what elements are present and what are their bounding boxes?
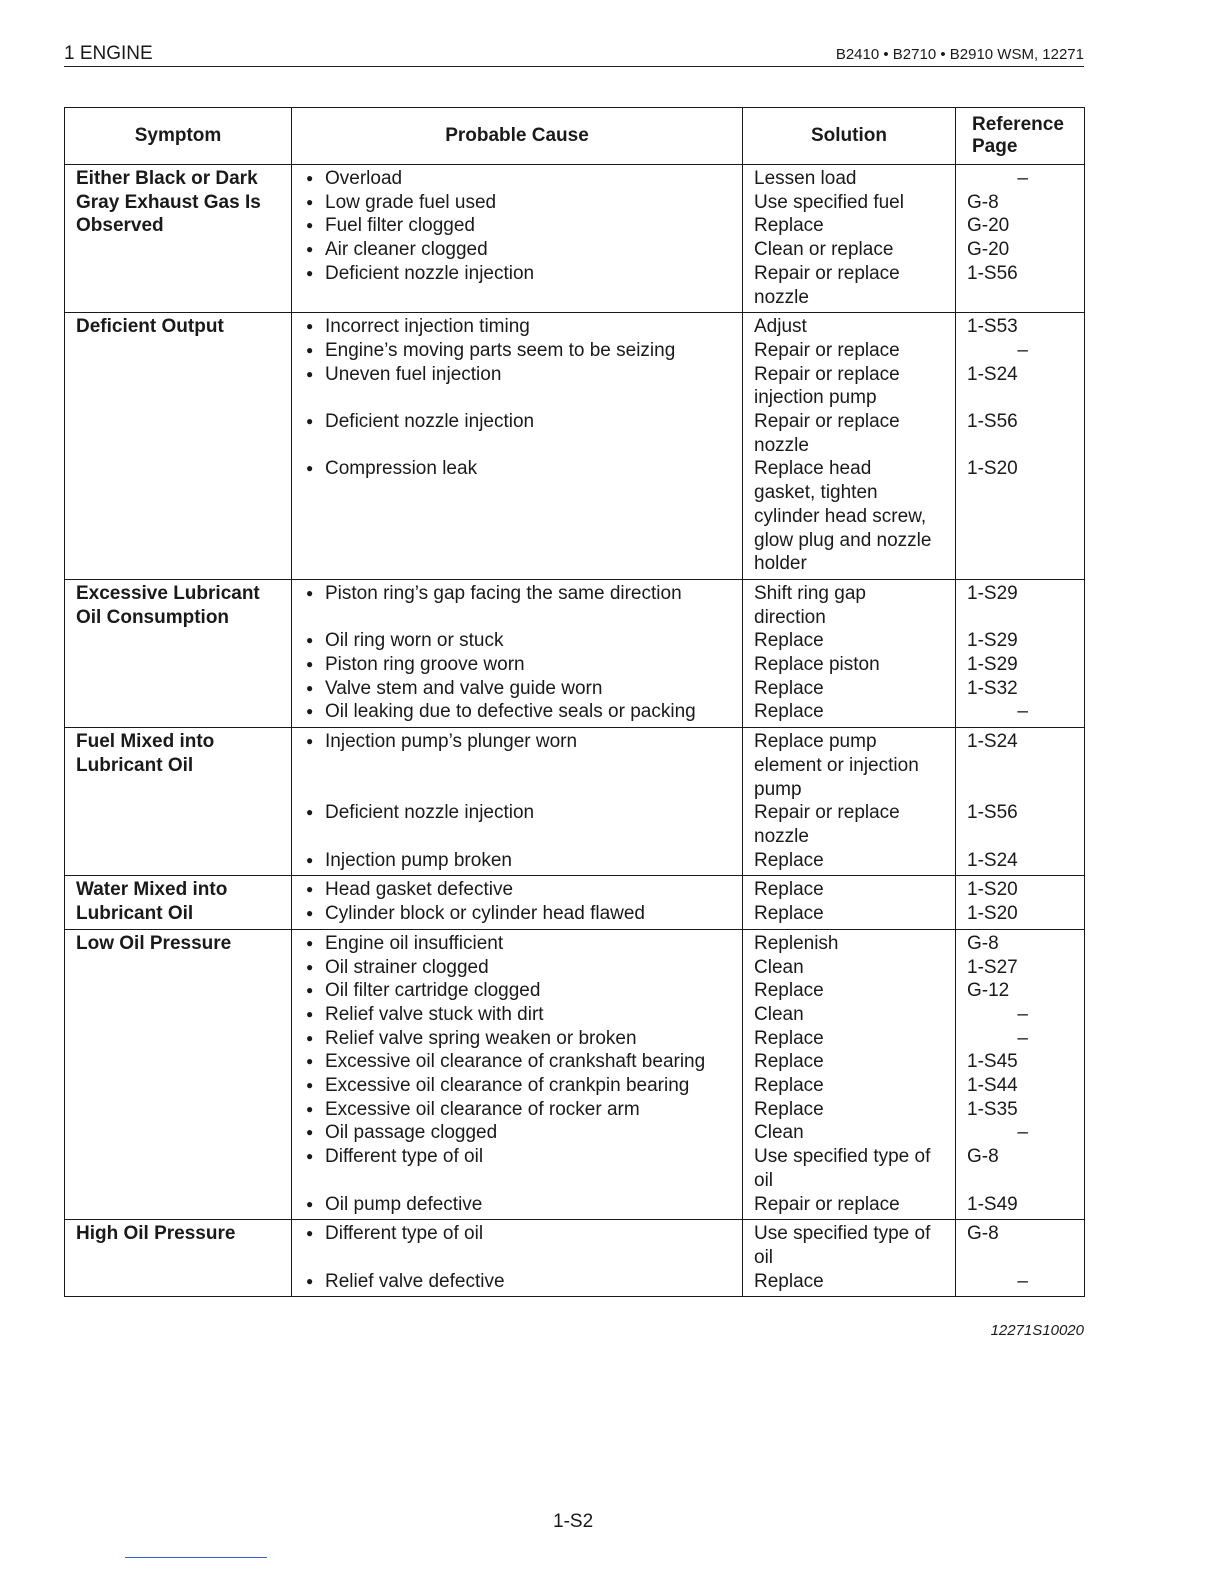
cause-item: ● Oil leaking due to defective seals or packing <box>306 700 742 724</box>
solution-text: Clean or replace <box>754 239 894 261</box>
solution-text: Repair or replace <box>754 262 900 284</box>
cause-item: ● Excessive oil clearance of rocker arm <box>306 1098 742 1122</box>
symptom-cell <box>65 1220 292 1297</box>
reference-page-text: 1-S29 <box>967 582 1018 604</box>
probable-cause-cell <box>292 876 743 929</box>
symptom-cell <box>65 929 292 1219</box>
cause-item: ● Air cleaner clogged <box>306 238 742 262</box>
table-row <box>65 728 1085 876</box>
spacer <box>306 552 742 576</box>
solution-text: pump <box>754 778 802 800</box>
solution-text: Replenish <box>754 932 839 954</box>
reference-page-cell <box>956 1220 1085 1297</box>
solution-text: Replace <box>754 701 824 723</box>
reference-page-text: – <box>1017 1027 1028 1049</box>
solution-text: Replace <box>754 849 824 871</box>
table-header-row <box>65 108 1085 165</box>
solution-text: oil <box>754 1169 774 1191</box>
probable-cause-cell <box>292 728 743 876</box>
spacer <box>967 505 1084 529</box>
solution-text: Repair or replace <box>754 339 900 361</box>
cause-item: ● Different type of oil <box>306 1145 742 1169</box>
symptom-cell <box>65 876 292 929</box>
symptom-text: High Oil Pressure <box>76 1223 236 1245</box>
cause-item: ● Oil strainer clogged <box>306 956 742 980</box>
table-row <box>65 313 1085 580</box>
symptom-cell <box>65 313 292 580</box>
solution-text: oil <box>754 1246 774 1268</box>
solution-text: Use specified fuel <box>754 191 904 213</box>
solution-cell <box>743 1220 956 1297</box>
reference-page-text: G-20 <box>967 215 1010 237</box>
solution-cell <box>743 876 956 929</box>
solution-text: nozzle <box>754 286 809 308</box>
reference-page-cell <box>956 165 1085 313</box>
cause-item: ● Relief valve defective <box>306 1270 742 1294</box>
cause-item: ● Overload <box>306 167 742 191</box>
table-row <box>65 165 1085 313</box>
section-title: 1 ENGINE <box>64 43 153 64</box>
reference-page-text: – <box>1017 1003 1028 1025</box>
solution-text: Use specified type of <box>754 1146 931 1168</box>
solution-text: gasket, tighten <box>754 482 878 504</box>
solution-text: Shift ring gap <box>754 582 866 604</box>
probable-cause-cell <box>292 929 743 1219</box>
reference-page-cell <box>956 929 1085 1219</box>
cause-item: ● Relief valve spring weaken or broken <box>306 1027 742 1051</box>
spacer <box>306 606 742 630</box>
solution-text: Clean <box>754 1003 804 1025</box>
reference-page-text: 1-S29 <box>967 654 1018 676</box>
reference-page-text: G-20 <box>967 239 1010 261</box>
spacer <box>306 528 742 552</box>
spacer <box>967 1246 1084 1270</box>
solution-text: Replace <box>754 980 824 1002</box>
spacer <box>967 386 1084 410</box>
reference-page-text: 1-S56 <box>967 411 1018 433</box>
symptom-text: Low Oil Pressure <box>76 932 232 954</box>
solution-text: Repair or replace <box>754 1193 900 1215</box>
spacer <box>306 1246 742 1270</box>
reference-page-text: – <box>1017 1122 1028 1144</box>
solution-text: Replace <box>754 903 824 925</box>
reference-page-text: – <box>1017 339 1028 361</box>
reference-page-text: – <box>1017 168 1028 189</box>
figure-code: 12271S10020 <box>990 1322 1084 1339</box>
cause-item: ● Excessive oil clearance of crankshaft bearing <box>306 1050 742 1074</box>
solution-text: Clean <box>754 956 804 978</box>
solution-text: Repair or replace <box>754 411 900 433</box>
spacer <box>967 606 1084 630</box>
column-header-reference-page: Reference Page <box>956 108 1085 165</box>
solution-text: Replace head <box>754 458 872 480</box>
cause-item: ● Valve stem and valve guide worn <box>306 677 742 701</box>
symptom-text: Lubricant Oil <box>76 903 194 925</box>
spacer <box>967 434 1084 458</box>
reference-page-text: 1-S20 <box>967 879 1018 901</box>
cause-item: ● Relief valve stuck with dirt <box>306 1003 742 1027</box>
solution-text: direction <box>754 606 826 628</box>
cause-item: ● Excessive oil clearance of crankpin bearing <box>306 1074 742 1098</box>
reference-page-text: 1-S45 <box>967 1051 1018 1073</box>
reference-page-text: G-8 <box>967 1223 999 1245</box>
spacer <box>306 386 742 410</box>
reference-page-text: G-8 <box>967 932 999 954</box>
symptom-text: Oil Consumption <box>76 606 230 628</box>
cause-item: ● Oil filter cartridge clogged <box>306 979 742 1003</box>
spacer <box>967 778 1084 802</box>
solution-text: Replace <box>754 1075 824 1097</box>
reference-page-text: 1-S44 <box>967 1075 1018 1097</box>
spacer <box>967 1169 1084 1193</box>
solution-text: Use specified type of <box>754 1223 931 1245</box>
reference-page-text: G-8 <box>967 1146 999 1168</box>
spacer <box>967 481 1084 505</box>
cause-item: ● Fuel filter clogged <box>306 214 742 238</box>
spacer <box>306 1169 742 1193</box>
cause-item: ● Piston ring groove worn <box>306 653 742 677</box>
solution-cell <box>743 313 956 580</box>
reference-page-text: 1-S35 <box>967 1098 1018 1120</box>
symptom-cell <box>65 579 292 727</box>
spacer <box>967 528 1084 552</box>
spacer <box>967 754 1084 778</box>
solution-text: cylinder head screw, <box>754 505 927 527</box>
spacer <box>306 778 742 802</box>
cause-item: ● Low grade fuel used <box>306 191 742 215</box>
solution-text: Replace <box>754 879 824 901</box>
reference-page-text: G-12 <box>967 980 1010 1002</box>
cause-item: ● Deficient nozzle injection <box>306 801 742 825</box>
solution-text: injection pump <box>754 387 877 409</box>
reference-page-text: 1-S27 <box>967 956 1018 978</box>
cause-item: ● Deficient nozzle injection <box>306 262 742 286</box>
solution-text: Clean <box>754 1122 804 1144</box>
cause-item: ● Cylinder block or cylinder head flawed <box>306 902 742 926</box>
spacer <box>306 481 742 505</box>
page-header <box>64 42 1084 67</box>
solution-text: Replace <box>754 630 824 652</box>
symptom-cell <box>65 165 292 313</box>
symptom-text: Fuel Mixed into <box>76 731 215 753</box>
solution-cell <box>743 165 956 313</box>
reference-page-text: 1-S24 <box>967 363 1018 385</box>
page-number: 1-S2 <box>553 1511 594 1532</box>
spacer <box>306 286 742 310</box>
cause-item: ● Different type of oil <box>306 1222 742 1246</box>
probable-cause-cell <box>292 165 743 313</box>
spacer <box>306 825 742 849</box>
reference-page-text: 1-S32 <box>967 677 1018 699</box>
cause-item: ● Engine’s moving parts seem to be seizing <box>306 339 742 363</box>
spacer <box>967 552 1084 576</box>
column-header-solution: Solution <box>743 108 956 165</box>
reference-page-cell <box>956 579 1085 727</box>
solution-cell <box>743 929 956 1219</box>
cause-item: ● Uneven fuel injection <box>306 363 742 387</box>
reference-page-text: 1-S20 <box>967 458 1018 480</box>
reference-page-cell <box>956 728 1085 876</box>
cause-item: ● Injection pump broken <box>306 849 742 873</box>
symptom-text: Water Mixed into <box>76 879 228 901</box>
cause-item: ● Head gasket defective <box>306 878 742 902</box>
symptom-text: Deficient Output <box>76 316 224 338</box>
solution-text: Repair or replace <box>754 802 900 824</box>
cause-item: ● Engine oil insufficient <box>306 932 742 956</box>
solution-text: Replace pump <box>754 731 877 753</box>
spacer <box>967 825 1084 849</box>
reference-page-text: – <box>1017 1270 1028 1292</box>
solution-text: Replace <box>754 1051 824 1073</box>
reference-page-text: 1-S56 <box>967 802 1018 824</box>
solution-text: Adjust <box>754 316 807 338</box>
cause-item: ● Oil ring worn or stuck <box>306 629 742 653</box>
cause-item: ● Compression leak <box>306 457 742 481</box>
solution-text: nozzle <box>754 434 809 456</box>
column-header-probable-cause: Probable Cause <box>292 108 743 165</box>
spacer <box>306 754 742 778</box>
document-id: B2410 • B2710 • B2910 WSM, 12271 <box>835 46 1084 63</box>
reference-page-text: 1-S53 <box>967 316 1018 338</box>
solution-cell <box>743 728 956 876</box>
reference-page-cell <box>956 313 1085 580</box>
solution-text: holder <box>754 553 807 575</box>
spacer <box>306 505 742 529</box>
reference-page-text: – <box>1017 701 1028 723</box>
table-row <box>65 929 1085 1219</box>
symptom-text: Observed <box>76 215 164 237</box>
cause-item: ● Deficient nozzle injection <box>306 410 742 434</box>
solution-text: element or injection <box>754 754 919 776</box>
reference-page-cell <box>956 876 1085 929</box>
table-row <box>65 579 1085 727</box>
solution-text: nozzle <box>754 825 809 847</box>
solution-text: Replace <box>754 1027 824 1049</box>
reference-page-text: G-8 <box>967 191 999 213</box>
symptom-text: Lubricant Oil <box>76 754 194 776</box>
solution-text: Replace <box>754 215 824 237</box>
reference-page-text: 1-S20 <box>967 903 1018 925</box>
reference-page-text: 1-S56 <box>967 262 1018 284</box>
solution-text: Replace piston <box>754 654 880 676</box>
cause-item: ● Injection pump’s plunger worn <box>306 730 742 754</box>
spacer <box>967 286 1084 310</box>
reference-page-text: 1-S49 <box>967 1193 1018 1215</box>
solution-text: Replace <box>754 677 824 699</box>
table-body <box>65 165 1085 1297</box>
symptom-cell <box>65 728 292 876</box>
column-header-symptom: Symptom <box>65 108 292 165</box>
cause-item: ● Incorrect injection timing <box>306 315 742 339</box>
solution-cell <box>743 579 956 727</box>
table-row <box>65 876 1085 929</box>
solution-text: Lessen load <box>754 168 857 189</box>
table-row <box>65 1220 1085 1297</box>
reference-page-text: 1-S24 <box>967 849 1018 871</box>
symptom-text: Either Black or Dark <box>76 168 258 189</box>
symptom-text: Gray Exhaust Gas Is <box>76 191 261 213</box>
cause-item: ● Piston ring’s gap facing the same direction <box>306 582 742 606</box>
probable-cause-cell <box>292 313 743 580</box>
solution-text: Replace <box>754 1270 824 1292</box>
troubleshooting-table <box>64 107 1085 1297</box>
cause-item: ● Oil pump defective <box>306 1193 742 1217</box>
reference-page-text: 1-S24 <box>967 731 1018 753</box>
solution-text: glow plug and nozzle <box>754 529 932 551</box>
solution-text: Replace <box>754 1098 824 1120</box>
spacer <box>306 434 742 458</box>
reference-page-text: 1-S29 <box>967 630 1018 652</box>
solution-text: Repair or replace <box>754 363 900 385</box>
symptom-text: Excessive Lubricant <box>76 582 260 604</box>
probable-cause-cell <box>292 1220 743 1297</box>
probable-cause-cell <box>292 579 743 727</box>
cause-item: ● Oil passage clogged <box>306 1121 742 1145</box>
footer-rule <box>125 1557 267 1558</box>
